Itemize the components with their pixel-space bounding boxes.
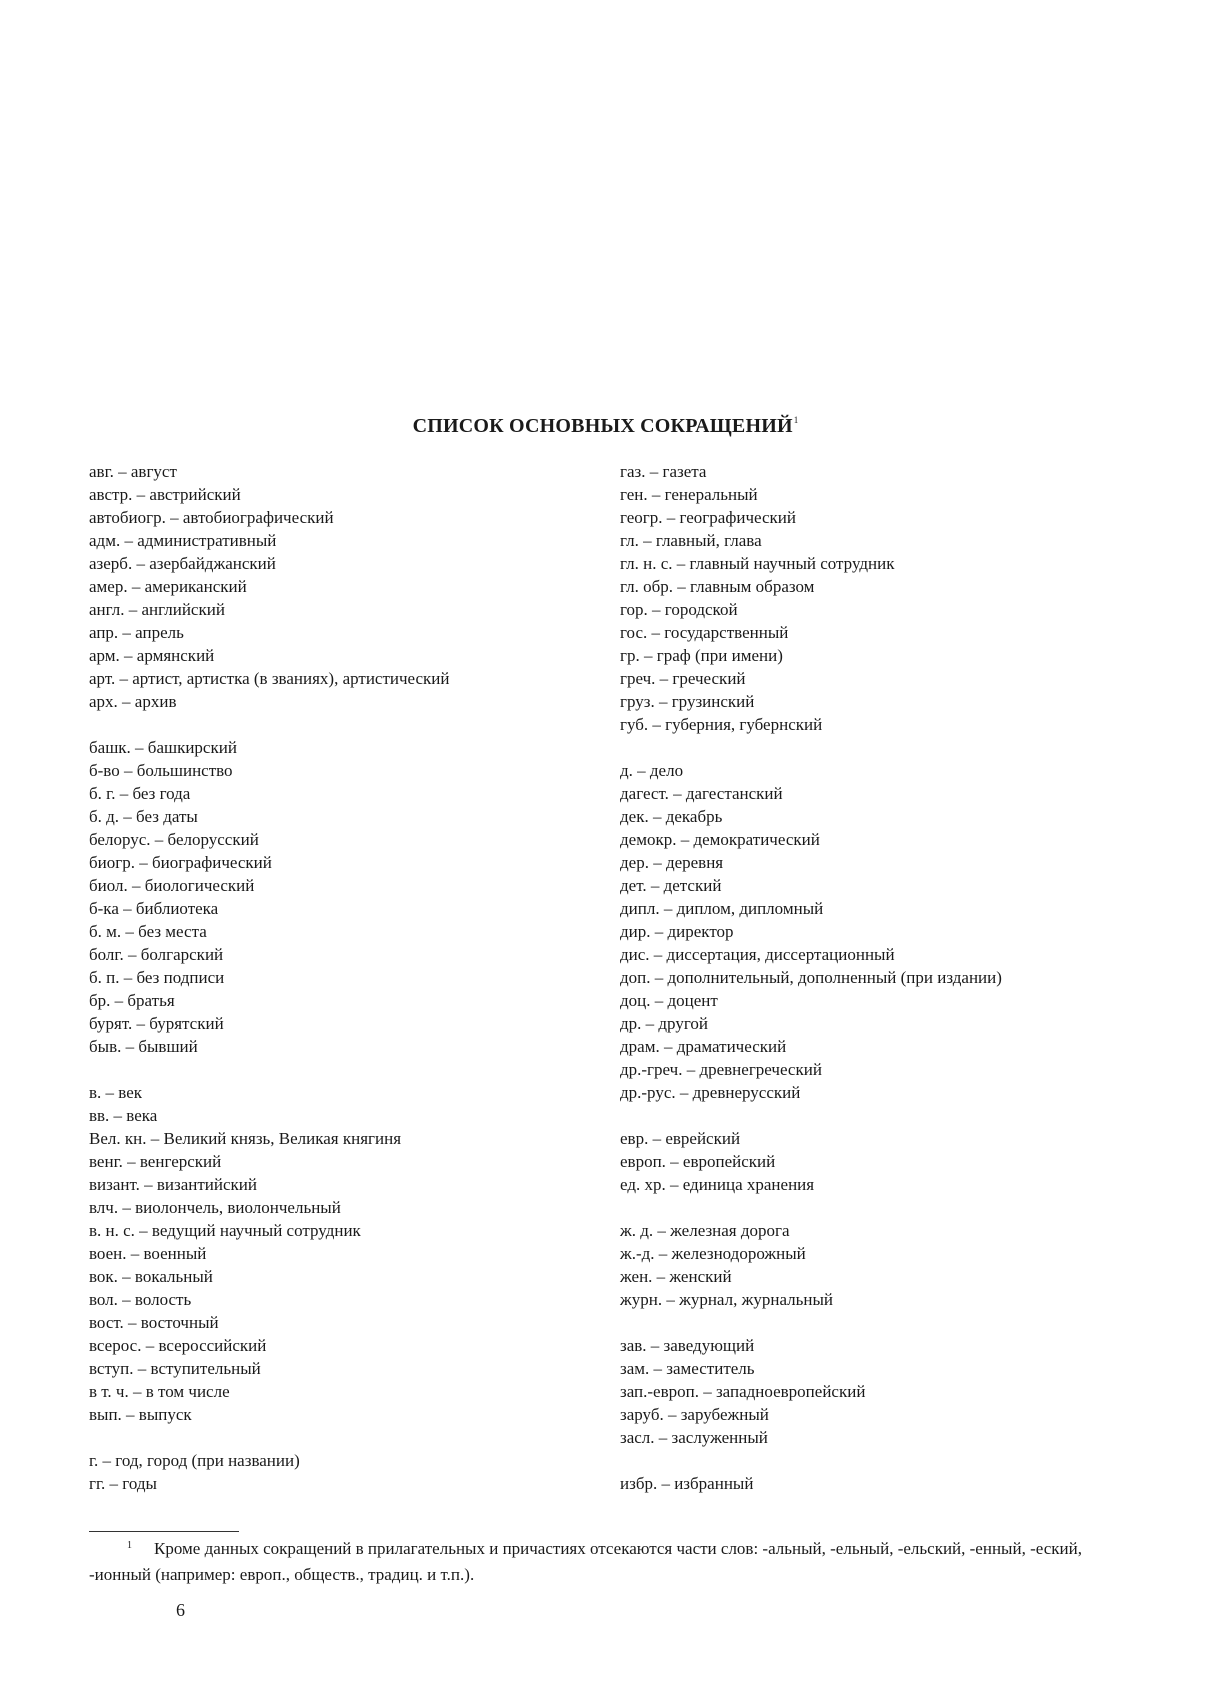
abbreviation-entry: дагест. – дагестанский [620, 784, 783, 803]
abbreviation-entry: адм. – административный [89, 531, 277, 550]
abbreviation-entry: б. м. – без места [89, 922, 207, 941]
abbreviation-entry: др. – другой [620, 1014, 708, 1033]
abbreviation-entry: д. – дело [620, 761, 684, 780]
abbreviation-group [89, 1081, 609, 1426]
abbreviation-entry: гос. – государственный [620, 623, 789, 642]
abbreviation-entry: дир. – директор [620, 922, 734, 941]
abbreviation-entry: гл. – главный, глава [620, 531, 762, 550]
abbreviation-entry: быв. – бывший [89, 1037, 198, 1056]
abbreviations-right-column [620, 460, 1180, 1495]
abbreviation-entry: башк. – башкирский [89, 738, 237, 757]
abbreviation-entry: дипл. – диплом, дипломный [620, 899, 824, 918]
abbreviation-entry: вок. – вокальный [89, 1267, 213, 1286]
abbreviation-entry: венг. – венгерский [89, 1152, 222, 1171]
abbreviation-entry: губ. – губерния, губернский [620, 715, 823, 734]
abbreviation-entry: арх. – архив [89, 692, 177, 711]
abbreviation-entry: амер. – американский [89, 577, 247, 596]
abbreviation-entry: гр. – граф (при имени) [620, 646, 783, 665]
abbreviation-entry: в т. ч. – в том числе [89, 1382, 230, 1401]
abbreviation-entry: вступ. – вступительный [89, 1359, 261, 1378]
abbreviation-group [620, 460, 1180, 736]
abbreviation-entry: гл. н. с. – главный научный сотрудник [620, 554, 895, 573]
abbreviation-entry: дис. – диссертация, диссертационный [620, 945, 895, 964]
abbreviation-entry: гг. – годы [89, 1474, 157, 1493]
abbreviation-entry: ген. – генеральный [620, 485, 758, 504]
abbreviation-entry: вост. – восточный [89, 1313, 219, 1332]
abbreviation-group [89, 1449, 609, 1495]
abbreviation-group [89, 460, 609, 713]
abbreviation-entry: Вел. кн. – Великий князь, Великая княгиня [89, 1129, 402, 1148]
abbreviation-entry: дет. – детский [620, 876, 722, 895]
abbreviation-entry: в. н. с. – ведущий научный сотрудник [89, 1221, 361, 1240]
abbreviation-entry: геогр. – географический [620, 508, 796, 527]
abbreviation-entry: гор. – городской [620, 600, 738, 619]
footnote [89, 1537, 1129, 1586]
abbreviation-group [620, 1334, 1180, 1449]
abbreviation-entry: вып. – выпуск [89, 1405, 192, 1424]
abbreviation-entry: англ. – английский [89, 600, 225, 619]
abbreviation-entry: воен. – военный [89, 1244, 207, 1263]
abbreviation-entry: зап.-европ. – западноевропейский [620, 1382, 866, 1401]
abbreviation-entry: в. – век [89, 1083, 143, 1102]
abbreviation-entry: засл. – заслуженный [620, 1428, 768, 1447]
abbreviation-entry: арм. – армянский [89, 646, 215, 665]
abbreviation-entry: драм. – драматический [620, 1037, 787, 1056]
abbreviation-entry: др.-рус. – древнерусский [620, 1083, 801, 1102]
abbreviation-entry: бр. – братья [89, 991, 175, 1010]
abbreviation-entry: апр. – апрель [89, 623, 184, 642]
abbreviation-entry: гл. обр. – главным образом [620, 577, 815, 596]
abbreviation-entry: биол. – биологический [89, 876, 255, 895]
page-title [0, 415, 1211, 438]
abbreviation-entry: заруб. – зарубежный [620, 1405, 769, 1424]
abbreviation-entry: всерос. – всероссийский [89, 1336, 267, 1355]
abbreviation-entry: б. г. – без года [89, 784, 191, 803]
abbreviation-entry: болг. – болгарский [89, 945, 224, 964]
page-number: 6 [176, 1600, 185, 1620]
abbreviation-entry: австр. – австрийский [89, 485, 241, 504]
abbreviation-entry: арт. – артист, артистка (в званиях), артистический [89, 669, 450, 688]
abbreviation-entry: зав. – заведующий [620, 1336, 755, 1355]
abbreviation-entry: белорус. – белорусский [89, 830, 259, 849]
abbreviation-entry: автобиогр. – автобиографический [89, 508, 334, 527]
abbreviation-entry: влч. – виолончель, виолончельный [89, 1198, 341, 1217]
title-footnote-mark: 1 [793, 415, 799, 425]
abbreviation-entry: г. – год, город (при названии) [89, 1451, 300, 1470]
abbreviations-left-column [89, 460, 609, 1495]
abbreviation-entry: б-во – большинство [89, 761, 233, 780]
abbreviation-group [89, 736, 609, 1058]
abbreviation-entry: авг. – август [89, 462, 177, 481]
abbreviation-entry: биогр. – биографический [89, 853, 272, 872]
abbreviation-entry: избр. – избранный [620, 1474, 754, 1493]
abbreviation-entry: зам. – заместитель [620, 1359, 755, 1378]
abbreviation-entry: ед. хр. – единица хранения [620, 1175, 815, 1194]
abbreviation-entry: вол. – волость [89, 1290, 192, 1309]
abbreviation-entry: демокр. – демократический [620, 830, 820, 849]
abbreviation-entry: греч. – греческий [620, 669, 746, 688]
abbreviation-entry: дер. – деревня [620, 853, 724, 872]
footnote-text: Кроме данных сокращений в прилагательных и причастиях отсекаются части слов: -альный, -ельный, -ельский, -енный, -еский, -ионный (например: европ., обществ., традиц. и т.п.). [89, 1539, 1082, 1584]
abbreviation-entry: бурят. – бурятский [89, 1014, 224, 1033]
abbreviation-entry: азерб. – азербайджанский [89, 554, 276, 573]
footnote-mark: 1 [127, 1540, 132, 1551]
abbreviation-entry: доц. – доцент [620, 991, 718, 1010]
page-title-text: СПИСОК ОСНОВНЫХ СОКРАЩЕНИЙ [412, 415, 793, 437]
abbreviation-entry: ж. д. – железная дорога [620, 1221, 790, 1240]
abbreviation-entry: газ. – газета [620, 462, 707, 481]
abbreviation-entry: б. п. – без подписи [89, 968, 225, 987]
abbreviation-entry: б-ка – библиотека [89, 899, 219, 918]
abbreviation-entry: визант. – византийский [89, 1175, 257, 1194]
abbreviation-group [620, 1472, 1180, 1495]
abbreviation-entry: дек. – декабрь [620, 807, 723, 826]
abbreviation-entry: вв. – века [89, 1106, 158, 1125]
abbreviation-entry: евр. – еврейский [620, 1129, 741, 1148]
abbreviation-entry: груз. – грузинский [620, 692, 755, 711]
abbreviation-entry: журн. – журнал, журнальный [620, 1290, 834, 1309]
abbreviation-entry: др.-греч. – древнегреческий [620, 1060, 822, 1079]
abbreviation-entry: жен. – женский [620, 1267, 732, 1286]
abbreviation-entry: европ. – европейский [620, 1152, 776, 1171]
abbreviation-group [620, 1219, 1180, 1311]
abbreviation-group [620, 759, 1180, 1104]
abbreviation-group [620, 1127, 1180, 1196]
abbreviation-entry: б. д. – без даты [89, 807, 198, 826]
abbreviation-entry: доп. – дополнительный, дополненный (при издании) [620, 968, 1002, 987]
abbreviation-entry: ж.-д. – железнодорожный [620, 1244, 806, 1263]
footnote-divider [89, 1531, 239, 1532]
